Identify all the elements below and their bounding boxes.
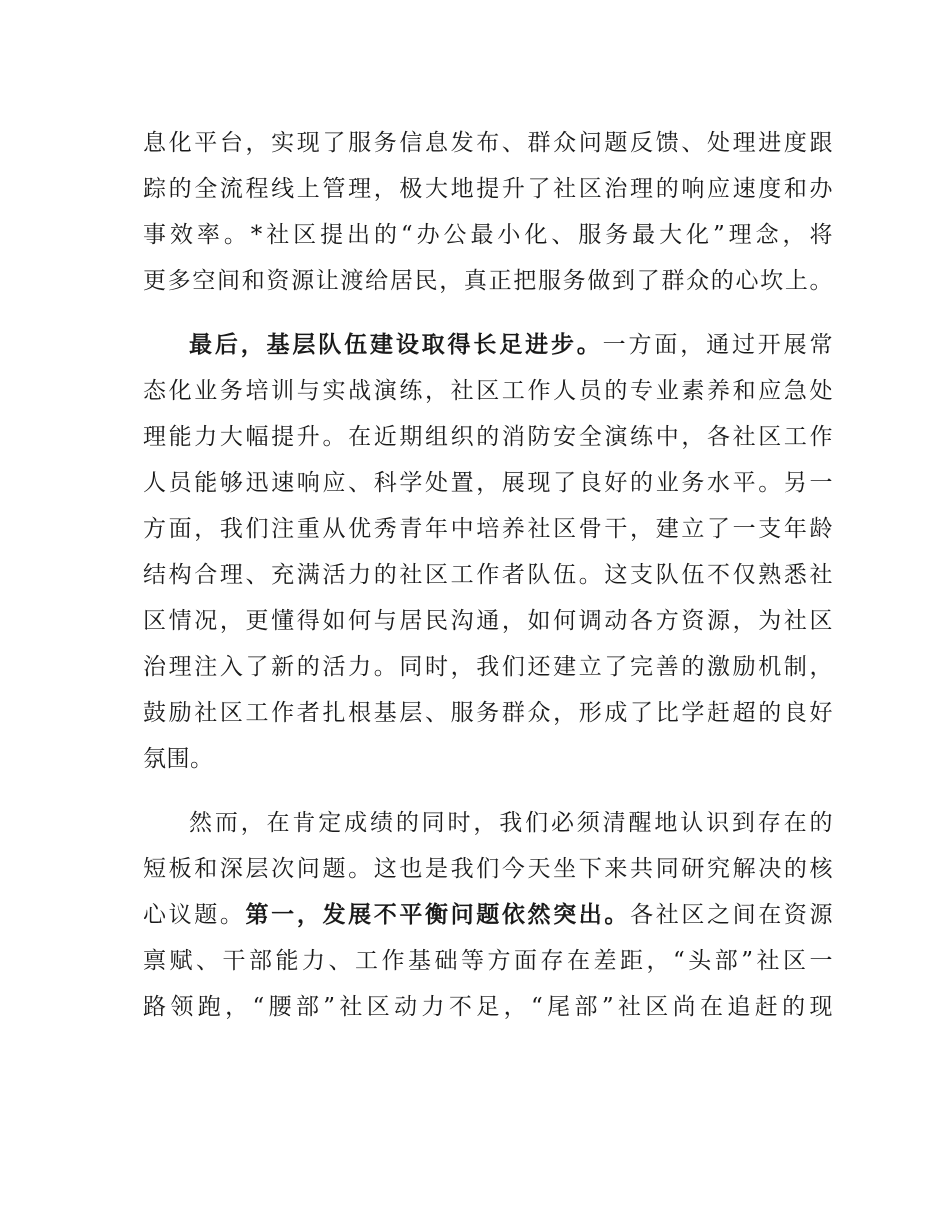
text-line: 结构合理、充满活力的社区工作者队伍。这支队伍不仅熟悉社 — [143, 562, 833, 588]
bold-lead-sentence: 最后，基层队伍建设取得长足进步。 — [189, 331, 603, 358]
text-line: 鼓励社区工作者扎根基层、服务群众，形成了比学赶超的良好 — [143, 700, 833, 726]
text-line: 区情况，更懂得如何与居民沟通，如何调动各方资源，为社区 — [143, 608, 833, 634]
document-body — [143, 120, 833, 1030]
paragraph-spacer — [143, 782, 833, 800]
text-line: 路领跑，“腰部”社区动力不足，“尾部”社区尚在追赶的现 — [143, 994, 833, 1020]
text-line: 息化平台，实现了服务信息发布、群众问题反馈、处理进度跟 — [143, 130, 833, 156]
text-line — [143, 322, 833, 368]
text-run: 各社区之间在资源 — [630, 902, 834, 928]
text-line: 更多空间和资源让渡给居民，真正把服务做到了群众的心坎上。 — [143, 268, 833, 294]
paragraph-1 — [143, 120, 833, 304]
text-run: 心议题。 — [143, 902, 246, 928]
text-line: 人员能够迅速响应、科学处置，展现了良好的业务水平。另一 — [143, 470, 833, 496]
text-run: 一方面，通过开展常 — [602, 332, 834, 358]
text-line: 短板和深层次问题。这也是我们今天坐下来共同研究解决的核 — [143, 856, 833, 882]
text-line: 踪的全流程线上管理，极大地提升了社区治理的响应速度和办 — [143, 176, 833, 202]
paragraph-spacer — [143, 304, 833, 322]
bold-heading-first: 第一，发展不平衡问题依然突出。 — [245, 901, 631, 928]
text-line: 然而，在肯定成绩的同时，我们必须清醒地认识到存在的 — [189, 810, 833, 836]
text-line: 事效率。*社区提出的“办公最小化、服务最大化”理念，将 — [143, 222, 833, 248]
text-line — [143, 892, 833, 938]
paragraph-3 — [143, 800, 833, 1030]
text-line: 态化业务培训与实战演练，社区工作人员的专业素养和应急处 — [143, 378, 833, 404]
text-line: 禀赋、干部能力、工作基础等方面存在差距，“头部”社区一 — [143, 948, 833, 974]
text-line: 氛围。 — [143, 746, 214, 772]
text-line: 治理注入了新的活力。同时，我们还建立了完善的激励机制， — [143, 654, 833, 680]
paragraph-2 — [143, 322, 833, 782]
text-line: 理能力大幅提升。在近期组织的消防安全演练中，各社区工作 — [143, 424, 833, 450]
text-line: 方面，我们注重从优秀青年中培养社区骨干，建立了一支年龄 — [143, 516, 833, 542]
